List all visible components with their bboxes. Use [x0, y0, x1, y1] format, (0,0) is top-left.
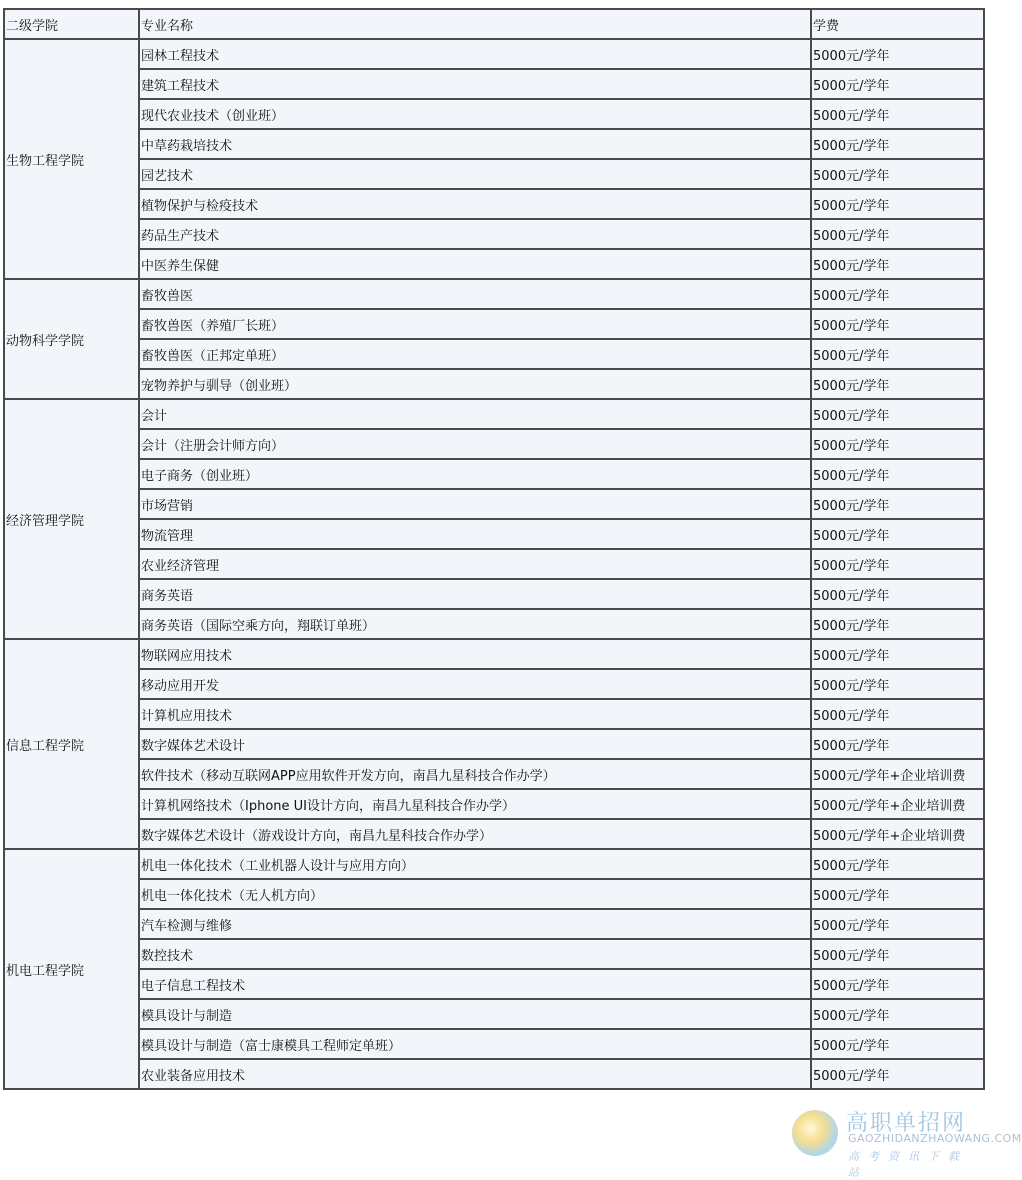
table-row — [4, 249, 984, 279]
fee-cell: 5000元/学年 — [811, 489, 984, 519]
fee-cell: 5000元/学年 — [811, 999, 984, 1029]
table-row — [4, 549, 984, 579]
fee-cell: 5000元/学年 — [811, 969, 984, 999]
header-college: 二级学院 — [4, 9, 139, 39]
table-row — [4, 939, 984, 969]
major-name-cell: 园林工程技术 — [139, 39, 811, 69]
fee-cell: 5000元/学年 — [811, 639, 984, 669]
college-name-cell: 信息工程学院 — [4, 639, 139, 849]
fee-cell: 5000元/学年 — [811, 909, 984, 939]
fee-cell: 5000元/学年+企业培训费 — [811, 819, 984, 849]
college-name-cell: 经济管理学院 — [4, 399, 139, 639]
table-row — [4, 69, 984, 99]
table-row — [4, 669, 984, 699]
table-row — [4, 489, 984, 519]
major-name-cell: 中草药栽培技术 — [139, 129, 811, 159]
fee-cell: 5000元/学年 — [811, 459, 984, 489]
table-row — [4, 429, 984, 459]
major-name-cell: 植物保护与检疫技术 — [139, 189, 811, 219]
table-row — [4, 399, 984, 429]
major-name-cell: 物流管理 — [139, 519, 811, 549]
fee-cell: 5000元/学年 — [811, 309, 984, 339]
major-name-cell: 机电一体化技术（工业机器人设计与应用方向） — [139, 849, 811, 879]
header-fee: 学费 — [811, 9, 984, 39]
fee-cell: 5000元/学年 — [811, 579, 984, 609]
major-name-cell: 机电一体化技术（无人机方向） — [139, 879, 811, 909]
major-name-cell: 会计（注册会计师方向） — [139, 429, 811, 459]
fee-cell: 5000元/学年 — [811, 549, 984, 579]
fee-cell: 5000元/学年 — [811, 69, 984, 99]
table-row — [4, 219, 984, 249]
tuition-fee-table — [3, 8, 985, 1090]
table-row — [4, 879, 984, 909]
major-name-cell: 计算机应用技术 — [139, 699, 811, 729]
table-row — [4, 699, 984, 729]
fee-cell: 5000元/学年 — [811, 159, 984, 189]
major-name-cell: 模具设计与制造（富士康模具工程师定单班） — [139, 1029, 811, 1059]
table-row — [4, 999, 984, 1029]
major-name-cell: 电子信息工程技术 — [139, 969, 811, 999]
fee-cell: 5000元/学年+企业培训费 — [811, 759, 984, 789]
fee-cell: 5000元/学年 — [811, 99, 984, 129]
fee-cell: 5000元/学年 — [811, 429, 984, 459]
table-row — [4, 639, 984, 669]
site-watermark — [788, 1104, 1022, 1179]
table-body — [4, 9, 984, 1089]
watermark-title: 高职单招网 — [846, 1111, 967, 1136]
fee-cell: 5000元/学年 — [811, 249, 984, 279]
college-name-cell: 动物科学学院 — [4, 279, 139, 399]
table-row — [4, 579, 984, 609]
fee-cell: 5000元/学年 — [811, 129, 984, 159]
fee-cell: 5000元/学年 — [811, 849, 984, 879]
fee-cell: 5000元/学年 — [811, 189, 984, 219]
major-name-cell: 数字媒体艺术设计 — [139, 729, 811, 759]
watermark-slogan: 高考资讯下载站 — [848, 1150, 968, 1179]
major-name-cell: 商务英语（国际空乘方向，翔联订单班） — [139, 609, 811, 639]
major-name-cell: 畜牧兽医（正邦定单班） — [139, 339, 811, 369]
fee-cell: 5000元/学年 — [811, 339, 984, 369]
major-name-cell: 园艺技术 — [139, 159, 811, 189]
major-name-cell: 数控技术 — [139, 939, 811, 969]
fee-cell: 5000元/学年 — [811, 699, 984, 729]
major-name-cell: 畜牧兽医 — [139, 279, 811, 309]
fee-cell: 5000元/学年 — [811, 669, 984, 699]
major-name-cell: 商务英语 — [139, 579, 811, 609]
table-row — [4, 159, 984, 189]
fee-cell: 5000元/学年 — [811, 1059, 984, 1089]
college-name-cell: 生物工程学院 — [4, 39, 139, 279]
major-name-cell: 农业经济管理 — [139, 549, 811, 579]
table-row — [4, 39, 984, 69]
major-name-cell: 物联网应用技术 — [139, 639, 811, 669]
major-name-cell: 电子商务（创业班） — [139, 459, 811, 489]
header-major: 专业名称 — [139, 9, 811, 39]
fee-cell: 5000元/学年 — [811, 879, 984, 909]
table-header-row — [4, 9, 984, 39]
table-row — [4, 849, 984, 879]
table-row — [4, 339, 984, 369]
fee-cell: 5000元/学年 — [811, 519, 984, 549]
major-name-cell: 药品生产技术 — [139, 219, 811, 249]
fee-cell: 5000元/学年+企业培训费 — [811, 789, 984, 819]
table-row — [4, 1029, 984, 1059]
major-name-cell: 现代农业技术（创业班） — [139, 99, 811, 129]
fee-cell: 5000元/学年 — [811, 369, 984, 399]
table-row — [4, 519, 984, 549]
major-name-cell: 宠物养护与驯导（创业班） — [139, 369, 811, 399]
major-name-cell: 会计 — [139, 399, 811, 429]
major-name-cell: 畜牧兽医（养殖厂长班） — [139, 309, 811, 339]
table-row — [4, 969, 984, 999]
major-name-cell: 数字媒体艺术设计（游戏设计方向，南昌九星科技合作办学） — [139, 819, 811, 849]
table-row — [4, 789, 984, 819]
fee-cell: 5000元/学年 — [811, 939, 984, 969]
major-name-cell: 移动应用开发 — [139, 669, 811, 699]
fee-cell: 5000元/学年 — [811, 279, 984, 309]
major-name-cell: 建筑工程技术 — [139, 69, 811, 99]
major-name-cell: 市场营销 — [139, 489, 811, 519]
major-name-cell: 计算机网络技术（Iphone UI设计方向，南昌九星科技合作办学） — [139, 789, 811, 819]
table-row — [4, 309, 984, 339]
table-row — [4, 909, 984, 939]
major-name-cell: 模具设计与制造 — [139, 999, 811, 1029]
table-row — [4, 279, 984, 309]
fee-cell: 5000元/学年 — [811, 609, 984, 639]
fee-cell: 5000元/学年 — [811, 219, 984, 249]
major-name-cell: 农业装备应用技术 — [139, 1059, 811, 1089]
table-row — [4, 1059, 984, 1089]
table-row — [4, 189, 984, 219]
table-row — [4, 759, 984, 789]
fee-cell: 5000元/学年 — [811, 399, 984, 429]
table-row — [4, 129, 984, 159]
college-name-cell: 机电工程学院 — [4, 849, 139, 1089]
major-name-cell: 汽车检测与维修 — [139, 909, 811, 939]
table-row — [4, 369, 984, 399]
table-row — [4, 729, 984, 759]
major-name-cell: 中医养生保健 — [139, 249, 811, 279]
table-row — [4, 99, 984, 129]
watermark-logo-icon — [792, 1110, 838, 1156]
fee-cell: 5000元/学年 — [811, 39, 984, 69]
table-row — [4, 819, 984, 849]
table-row — [4, 459, 984, 489]
fee-table-container — [3, 8, 983, 1090]
table-row — [4, 609, 984, 639]
fee-cell: 5000元/学年 — [811, 729, 984, 759]
major-name-cell: 软件技术（移动互联网APP应用软件开发方向，南昌九星科技合作办学） — [139, 759, 811, 789]
fee-cell: 5000元/学年 — [811, 1029, 984, 1059]
watermark-domain: GAOZHIDANZHAOWANG.COM — [848, 1132, 1022, 1145]
